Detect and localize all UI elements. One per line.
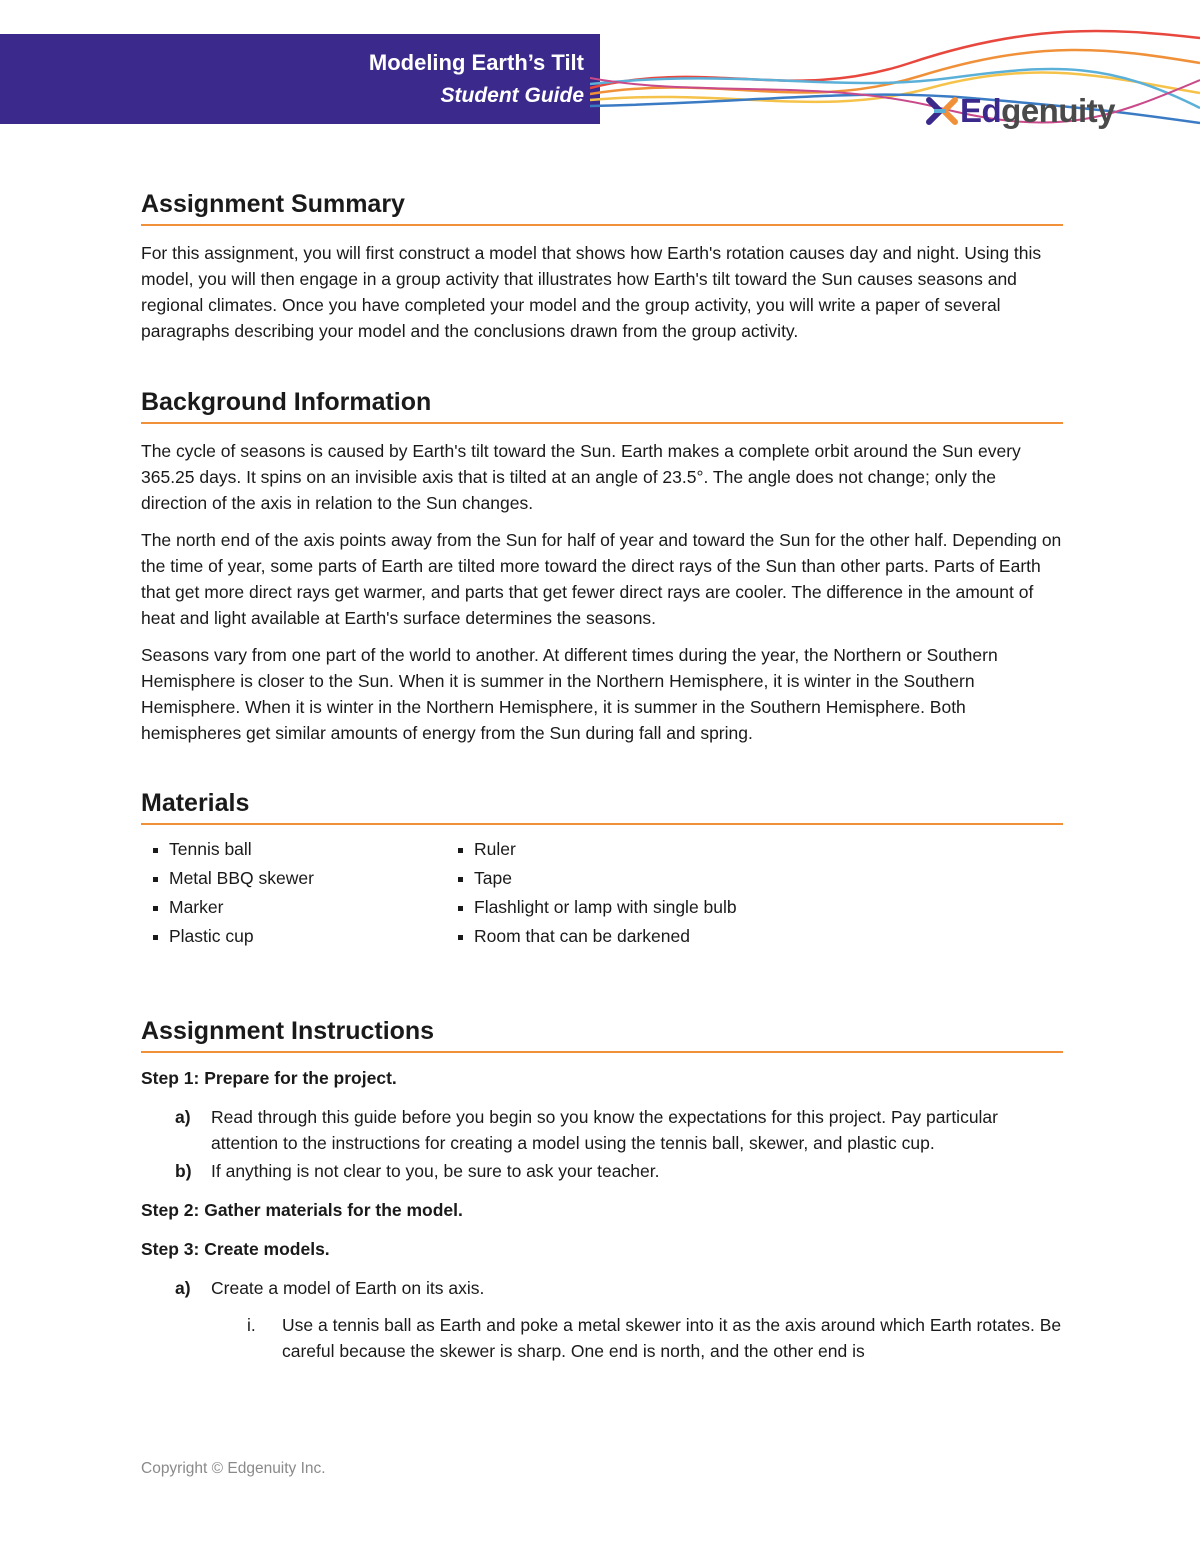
step-1-item-b-text: If anything is not clear to you, be sure to ask your teacher.: [211, 1161, 660, 1181]
assignment-summary-section: [141, 190, 1063, 344]
assignment-instructions-section: [141, 1017, 1063, 1364]
item-marker: a): [175, 1107, 191, 1127]
step-3-item-a-text: Create a model of Earth on its axis.: [211, 1278, 485, 1298]
background-information-section: [141, 388, 1063, 746]
step-1-item-b: [141, 1158, 1063, 1184]
document-title: Modeling Earth’s Tilt: [368, 50, 584, 75]
item-marker: i.: [247, 1315, 256, 1335]
item-marker: b): [175, 1161, 192, 1181]
step-1-item-a: [141, 1104, 1063, 1156]
step-1-title: Step 1: Prepare for the project.: [141, 1068, 397, 1088]
background-paragraph: Seasons vary from one part of the world to another. At different times during the year, the Northern or Southern Hemisphere is closer to the Sun. When it is summer in the Northern Hemisphere, it is winter in the Southern Hemisphere. When it is winter in the Northern Hemisphere, it is summer in the Southern Hemisphere. Both hemispheres get similar amounts of energy from the Sun during fall and spring.: [141, 645, 998, 743]
step-3-title: Step 3: Create models.: [141, 1239, 330, 1259]
materials-item: Marker: [141, 893, 446, 922]
materials-item: Flashlight or lamp with single bulb: [446, 893, 751, 922]
materials-item: Metal BBQ skewer: [141, 864, 446, 893]
materials-column-right: [446, 835, 751, 951]
assignment-summary-text: For this assignment, you will first construct a model that shows how Earth's rotation causes day and night. Using this model, you will then engage in a group activity that illustrates how Earth's tilt toward the Sun causes seasons and regional climates. Once you have completed your model and the group activity, you will write a paper of several paragraphs describing your model and the conclusions drawn from the group activity.: [141, 243, 1042, 341]
header-banner: [0, 34, 600, 124]
step-3-item-a: [141, 1275, 1063, 1301]
edgenuity-logo: [926, 88, 1115, 134]
materials-item: Room that can be darkened: [446, 922, 751, 951]
background-information-heading: Background Information: [141, 388, 1063, 424]
item-marker: a): [175, 1278, 191, 1298]
step-3-item-a-i-text: Use a tennis ball as Earth and poke a metal skewer into it as the axis around which Earth rotates. Be careful because the skewer is sharp. One end is north, and the other end is: [282, 1315, 1062, 1361]
background-paragraph: The north end of the axis points away from the Sun for half of year and toward the Sun for the other half. Depending on the time of year, some parts of Earth are tilted more toward the direct rays of the Sun than other parts. Parts of Earth that get more direct rays get warmer, and parts that get fewer direct rays are cooler. The difference in the amount of heat and light available at Earth's surface determines the seasons.: [141, 530, 1062, 628]
assignment-instructions-heading: Assignment Instructions: [141, 1017, 1063, 1053]
step-1-item-a-text: Read through this guide before you begin so you know the expectations for this project. Pay particular attention to the instructions for creating a model using the tennis ball, skewer, and plastic cup.: [211, 1107, 998, 1153]
copyright-footer: Copyright © Edgenuity Inc.: [141, 1460, 326, 1477]
logo-wordmark-part2: genuity: [1001, 92, 1116, 129]
document-body: [141, 190, 1063, 1364]
step-2-title: Step 2: Gather materials for the model.: [141, 1200, 463, 1220]
materials-list: [141, 835, 1063, 951]
materials-item: Plastic cup: [141, 922, 446, 951]
materials-section: [141, 789, 1063, 951]
materials-heading: Materials: [141, 789, 1063, 825]
materials-item: Ruler: [446, 835, 751, 864]
assignment-summary-heading: Assignment Summary: [141, 190, 1063, 226]
logo-wordmark: [960, 92, 1115, 130]
background-paragraph: The cycle of seasons is caused by Earth's tilt toward the Sun. Earth makes a complete orbit around the Sun every 365.25 days. It spins on an invisible axis that is tilted at an angle of 23.5°. The angle does not change; only the direction of the axis in relation to the Sun changes.: [141, 441, 1021, 513]
materials-column-left: [141, 835, 446, 951]
document-subtitle: Student Guide: [440, 84, 584, 107]
logo-wordmark-part1: Ed: [960, 92, 1002, 129]
materials-item: Tennis ball: [141, 835, 446, 864]
step-3-item-a-i: [141, 1312, 1063, 1364]
materials-item: Tape: [446, 864, 751, 893]
edgenuity-x-icon: [926, 95, 958, 127]
